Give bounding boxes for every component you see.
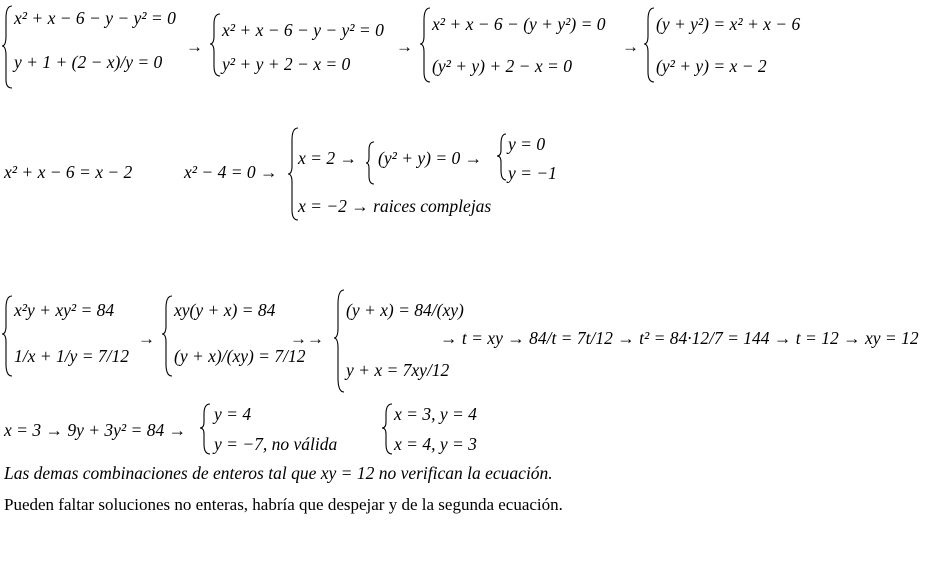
brace <box>497 134 506 180</box>
brace <box>644 8 654 82</box>
brace <box>200 404 210 454</box>
b4-y1: y = 4 <box>214 404 252 424</box>
b3-s2-eq1: xy(y + x) = 84 <box>174 300 276 320</box>
b2-case1-y2: y = −1 <box>508 163 557 183</box>
b1-s2-eq2: y² + y + 2 − x = 0 <box>222 54 351 74</box>
note-italic: Las demas combinaciones de enteros tal que xy = 12 no verifican la ecuación. <box>4 463 553 483</box>
b2-eq-mid: x² − 4 = 0 → <box>184 162 278 182</box>
block4-solutions <box>382 404 477 454</box>
note-plain: Pueden faltar soluciones no enteras, habría que despejar y de la segunda ecuación. <box>4 495 563 514</box>
b2-case1: x = 2 → <box>298 148 357 168</box>
b1-s3-eq1: x² + x − 6 − (y + y²) = 0 <box>432 14 606 34</box>
b1-s4-eq1: (y + y²) = x² + x − 6 <box>656 14 801 34</box>
b3-s1-eq2: 1/x + 1/y = 7/12 <box>14 346 129 366</box>
b4-y2: y = −7, no válida <box>214 434 338 454</box>
b1-s1-eq2: y + 1 + (2 − x)/y = 0 <box>14 52 163 72</box>
b3-s3-eq2: y + x = 7xy/12 <box>346 360 450 380</box>
b3-s1-eq1: x²y + xy² = 84 <box>14 300 115 320</box>
b1-s4-eq2: (y² + y) = x − 2 <box>656 56 767 76</box>
brace <box>420 8 430 82</box>
b1-s3-eq2: (y² + y) + 2 − x = 0 <box>432 56 572 76</box>
b4-sol2: x = 4, y = 3 <box>394 434 477 454</box>
block3-system-1 <box>2 296 129 376</box>
block1-system-3 <box>420 8 606 82</box>
b4-eq: x = 3 → 9y + 3y² = 84 → <box>4 420 187 440</box>
brace <box>288 128 298 220</box>
b2-eq-left: x² + x − 6 = x − 2 <box>4 162 133 182</box>
arrow-1: → <box>186 37 203 56</box>
brace <box>210 14 220 76</box>
b2-case2: x = −2 → raices complejas <box>298 196 492 216</box>
block1-system-2 <box>210 14 384 76</box>
brace <box>366 142 374 184</box>
block1-system-1 <box>2 6 176 88</box>
b3-s2-eq2: (y + x)/(xy) = 7/12 <box>174 346 306 366</box>
brace <box>334 290 344 392</box>
b2-case1-y1: y = 0 <box>508 134 546 154</box>
arrow-b3-1: → <box>138 329 155 348</box>
block2-cases <box>288 128 557 220</box>
arrow-3: → <box>622 37 639 56</box>
brace <box>382 404 392 454</box>
brace <box>2 296 12 376</box>
b1-s1-eq1: x² + x − 6 − y − y² = 0 <box>14 8 176 28</box>
block4-y-values <box>200 404 338 454</box>
b1-s2-eq1: x² + x − 6 − y − y² = 0 <box>222 20 384 40</box>
arrow-2: → <box>396 37 413 56</box>
b3-chain: → t = xy → 84/t = 7t/12 → t² = 84·12/7 = 144 → t = 12 → xy = 12 <box>440 328 919 348</box>
double-arrow: →→ <box>290 329 324 348</box>
block3-system-2 <box>162 296 306 376</box>
brace <box>2 6 12 88</box>
b4-sol1: x = 3, y = 4 <box>394 404 477 424</box>
block1-system-4 <box>644 8 800 82</box>
b2-case1-sub: (y² + y) = 0 → <box>378 148 483 168</box>
brace <box>162 296 172 376</box>
b3-s3-eq1: (y + x) = 84/(xy) <box>346 300 464 320</box>
